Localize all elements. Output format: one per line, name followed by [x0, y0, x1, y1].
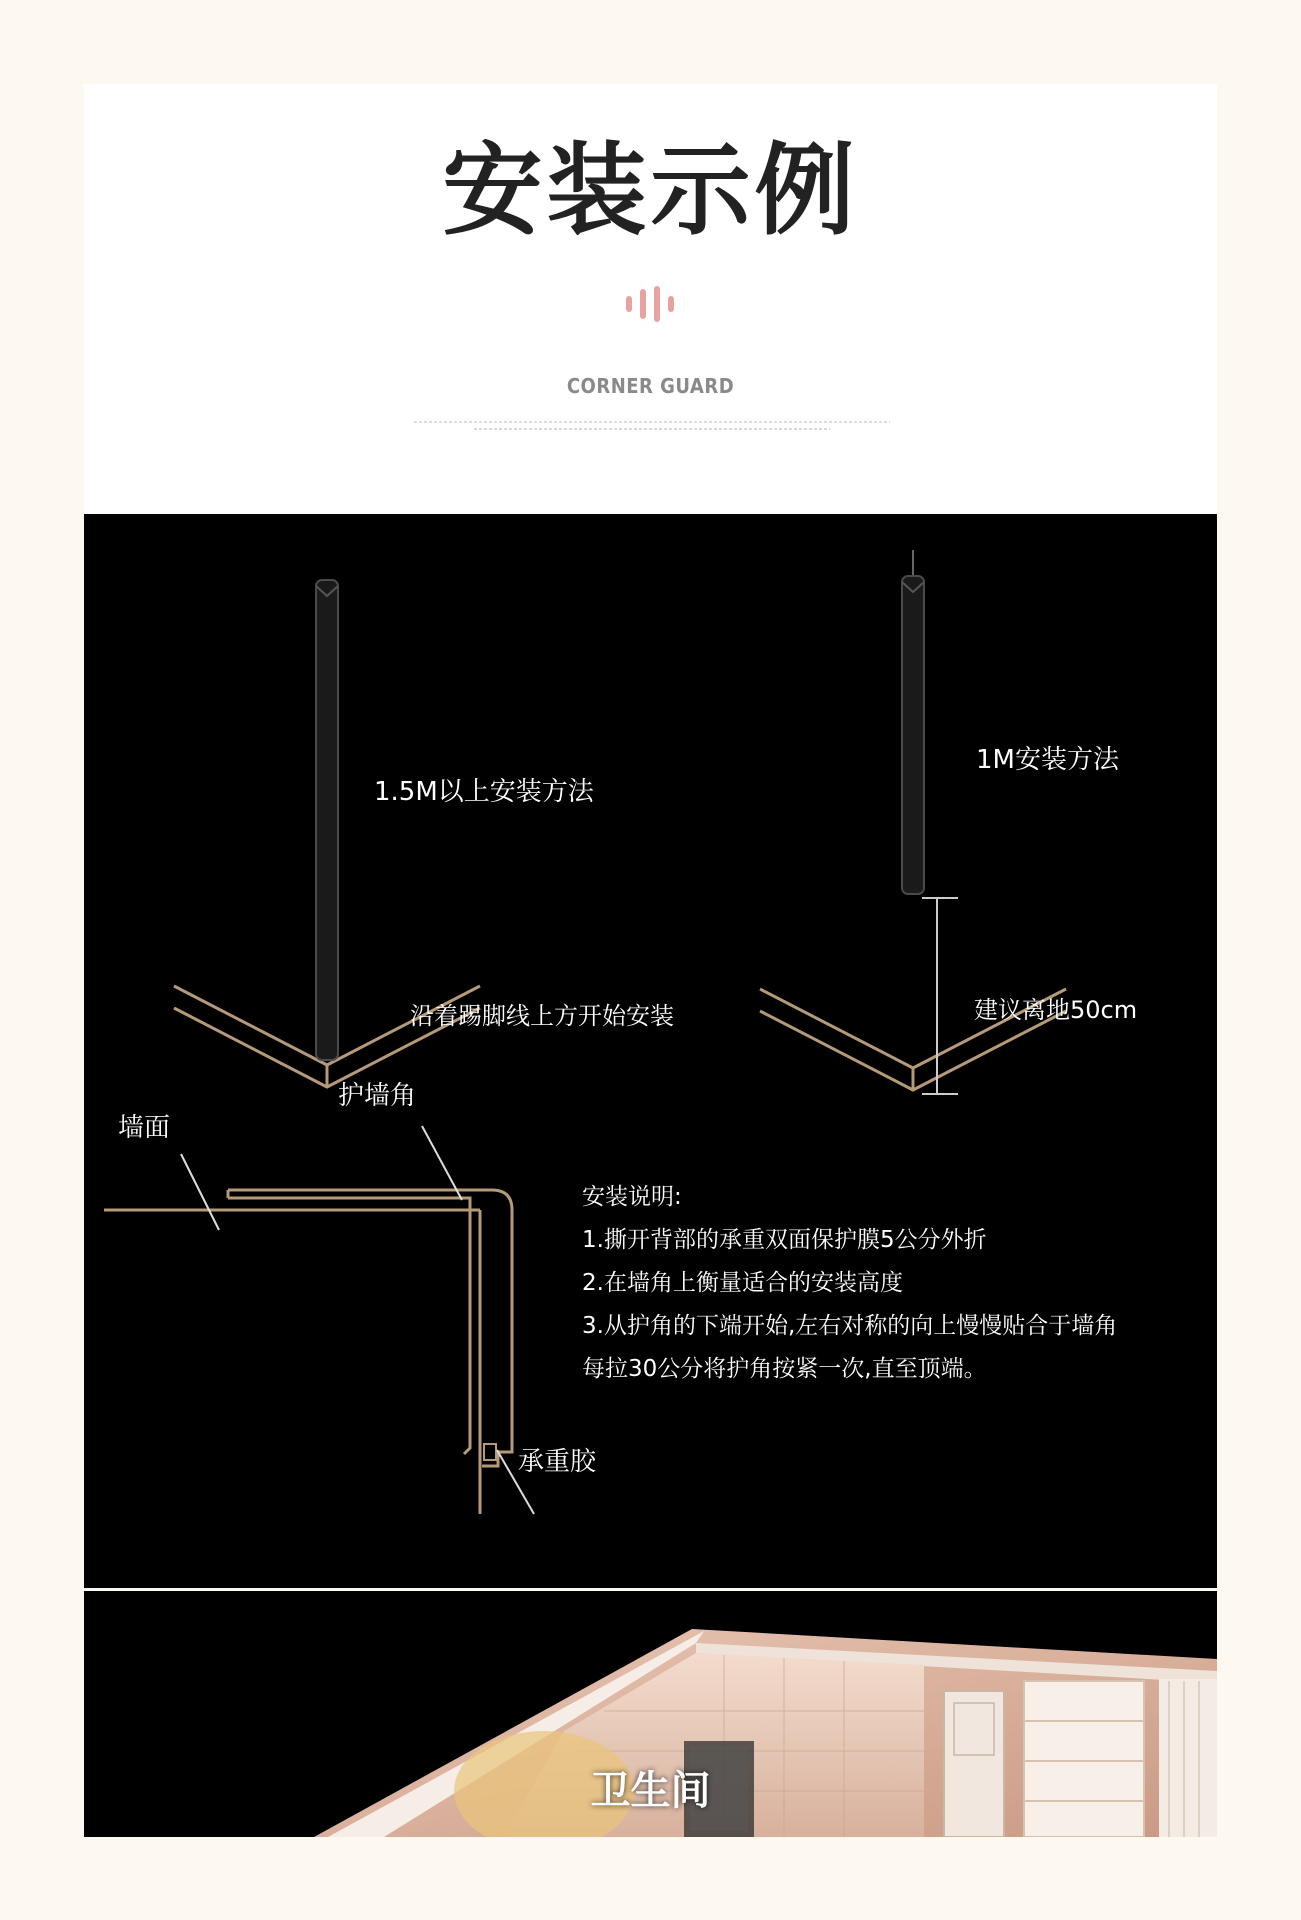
- label-wall-surface: 墙面: [118, 1113, 171, 1143]
- bathroom-preview: [84, 1591, 1217, 1837]
- left-method-caption: 沿着踢脚线上方开始安装: [410, 1002, 674, 1030]
- installation-diagram: [84, 514, 1217, 1588]
- right-guard-bar: [902, 576, 924, 894]
- decorative-bars-icon: [624, 286, 676, 322]
- page-title: 安装示例: [442, 132, 859, 249]
- section-subtitle: CORNER GUARD: [566, 374, 735, 398]
- left-method-title: 1.5M以上安装方法: [374, 777, 594, 807]
- instruction-step: 3.从护角的下端开始,左右对称的向上慢慢贴合于墙角: [582, 1313, 1118, 1339]
- installation-panel: [84, 514, 1217, 1588]
- label-corner-guard: 护墙角: [338, 1081, 417, 1111]
- product-detail-page: [84, 84, 1217, 1837]
- instructions-heading: 安装说明:: [582, 1184, 682, 1210]
- instruction-step: 每拉30公分将护角按紧一次,直至顶端。: [582, 1356, 987, 1382]
- instruction-step: 1.撕开背部的承重双面保护膜5公分外折: [582, 1227, 987, 1253]
- instruction-step: 2.在墙角上衡量适合的安装高度: [582, 1270, 903, 1296]
- right-method-title: 1M安装方法: [976, 745, 1119, 775]
- section-header: [84, 84, 1217, 514]
- right-method-caption: 建议离地50cm: [974, 996, 1138, 1024]
- cross-section-diagram: [104, 1126, 534, 1514]
- room-label: 卫生间: [590, 1768, 711, 1814]
- left-guard-bar: [316, 580, 338, 1060]
- installation-instructions: [582, 1176, 1207, 1391]
- label-adhesive: 承重胶: [518, 1447, 597, 1477]
- decorative-fineprint: [414, 416, 890, 436]
